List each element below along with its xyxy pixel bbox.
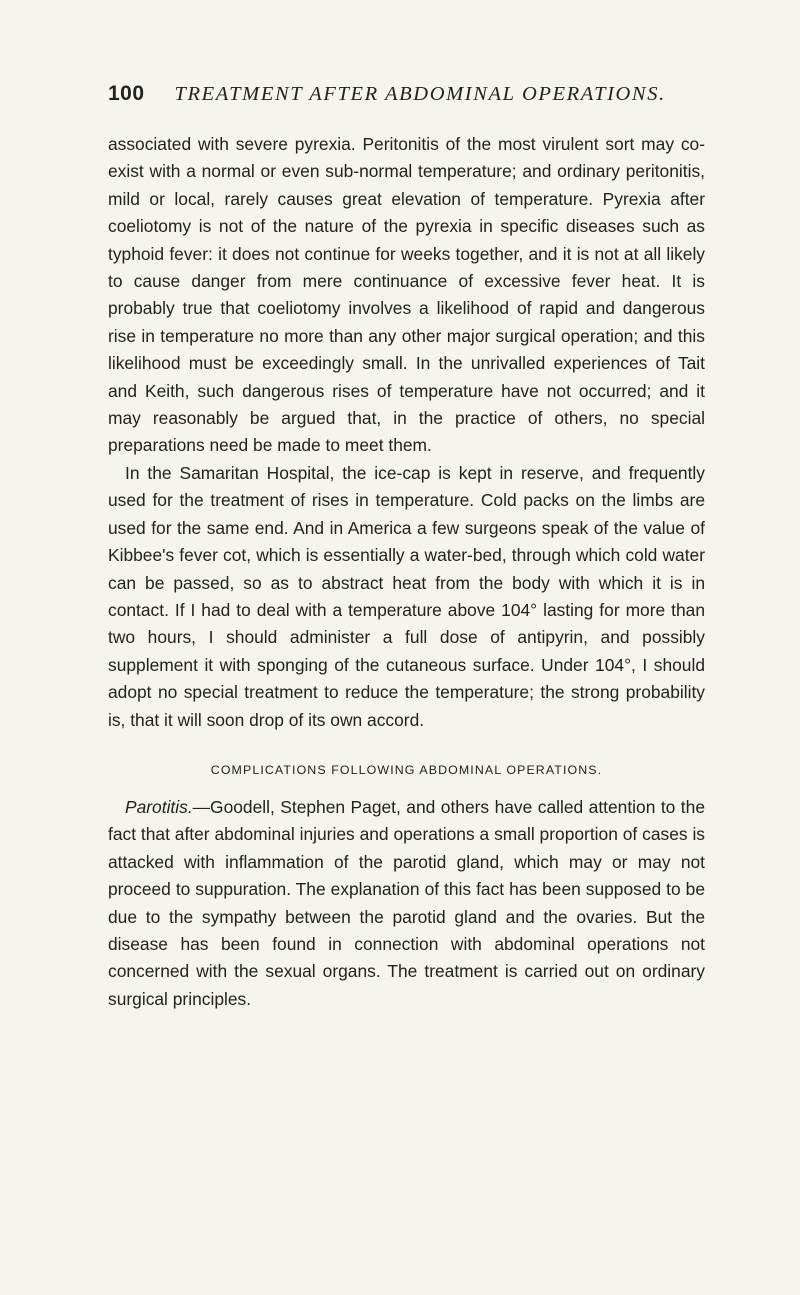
running-title: TREATMENT AFTER ABDOMINAL OPERATIONS. [174,83,666,105]
parotitis-text: —Goodell, Stephen Paget, and others have called attention to the fact that after abdominal injuries and operations a small proportion of cases is attacked with inflammation of the parotid gland, which may or may not proceed to suppuration. The explanation of this fact has been supposed to be due to the sympathy between the parotid gland and the ovaries. But the disease has been found in connection with abdominal operations not concerned with the sexual organs. The treatment is carried out on ordinary surgical principles. [108,796,705,1009]
paragraph-samaritan-hospital: In the Samaritan Hospital, the ice-cap is kept in reserve, and frequently used for the treatment of rises in temperature. Cold packs on the limbs are used for the same end. And in America a few surgeons speak of the value of Kibbee's fever cot, which is essentially a water-bed, through which cold water can be passed, so as to abstract heat from the body with which it is in contact. If I had to deal with a temperature above 104° lasting for more than two hours, I should administer a full dose of antipyrin, and possibly supplement it with sponging of the cutaneous surface. Under 104°, I should adopt no special treatment to reduce the temperature; the strong probability is, that it will soon drop of its own accord. [108,462,705,730]
running-head [108,82,708,112]
page-number: 100 [108,82,145,105]
paragraph-continuation: associated with severe pyrexia. Peritonitis of the most virulent sort may co-exist with a normal or even sub-normal temperature; and ordinary peritonitis, mild or local, rarely causes great elevation of temperature. Pyrexia after coeliotomy is not of the nature of the pyrexia in specific diseases such as typhoid fever: it does not continue for weeks together, and it is not at all likely to cause danger from mere continuance of excessive fever heat. It is probably true that coeliotomy involves a likelihood of rapid and dangerous rise in temperature no more than any other major surgical operation; and this likelihood must be exceedingly small. In the unrivalled experiences of Tait and Keith, such dangerous rises of temperature have not occurred; and it may reasonably be argued that, in the practice of others, no special preparations need be made to meet them. [108,134,705,456]
parotitis-term: Parotitis. [125,796,193,817]
section-heading: COMPLICATIONS FOLLOWING ABDOMINAL OPERATIONS. [210,762,603,777]
body-text [108,131,705,1013]
paragraph-parotitis [108,794,705,1013]
